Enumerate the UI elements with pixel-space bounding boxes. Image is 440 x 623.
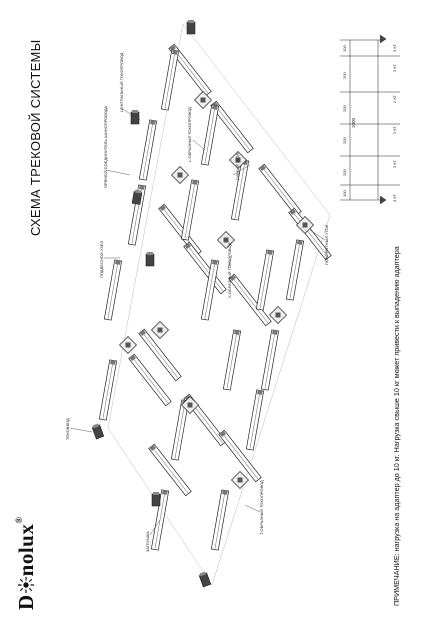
scale-load-2: 2 КГ: [392, 160, 397, 168]
label-straight-connector: ПРЯМОЙ СОЕДИНИТЕЛЬ ШИНОПРОВОДА: [103, 105, 108, 188]
scale-seg-3: 200: [342, 137, 347, 144]
scale-seg-5: 200: [342, 72, 347, 79]
scale-load-6: 3 КГ: [392, 44, 397, 52]
brand-suffix: nolux: [14, 523, 38, 577]
load-note: ПРИМЕЧАНИЕ: нагрузка на адаптер до 10 кг. Нагрузка свыше 10 кг может привести к выпадению адаптера: [392, 246, 401, 606]
scale-seg-4: 200: [342, 105, 347, 112]
label-corner-connector: ПОВОРОТНЫЙ УГОЛ: [324, 224, 329, 265]
rails-direction-b: [99, 50, 303, 550]
brand-prefix: D: [14, 594, 38, 610]
scale-total: 1000: [351, 117, 356, 128]
scale-load-5: 2 КГ: [392, 64, 397, 72]
scale-load-1: 3 КГ: [392, 194, 397, 202]
label-l-connector: L-ОБРАЗНЫЙ ТОКОПРОВОД: [187, 107, 192, 162]
page-title: СХЕМА ТРЕКОВОЙ СИСТЕМЫ: [28, 39, 43, 236]
label-central-feed: ЦЕНТРАЛЬНЫЙ ТОКОПРОВОД: [119, 52, 124, 112]
label-x-connector: X-ОБРАЗНЫЙ ТОКОПРОВОД: [227, 242, 232, 298]
scale-load-4: 2 КГ: [392, 95, 397, 103]
scale-seg-2: 200: [342, 169, 347, 176]
scale-bar: [340, 35, 400, 204]
label-support: ПОДВЕСНОЙ УЗЕЛ: [99, 241, 104, 278]
label-t-connector: T-ОБРАЗНЫЙ ТОКОПРОВОД: [259, 480, 264, 535]
label-end-feed: ТОКОВВОД: [65, 418, 70, 440]
scale-seg-6: 100: [342, 45, 347, 52]
label-flexible-corner: ГИБКИЙ УГОЛ: [235, 152, 240, 180]
brand-registered: ®: [14, 516, 24, 524]
label-end-cap: ЗАГЛУШКА: [145, 531, 150, 552]
scale-seg-1: 100: [342, 190, 347, 197]
scale-load-3: 2 КГ: [392, 126, 397, 134]
